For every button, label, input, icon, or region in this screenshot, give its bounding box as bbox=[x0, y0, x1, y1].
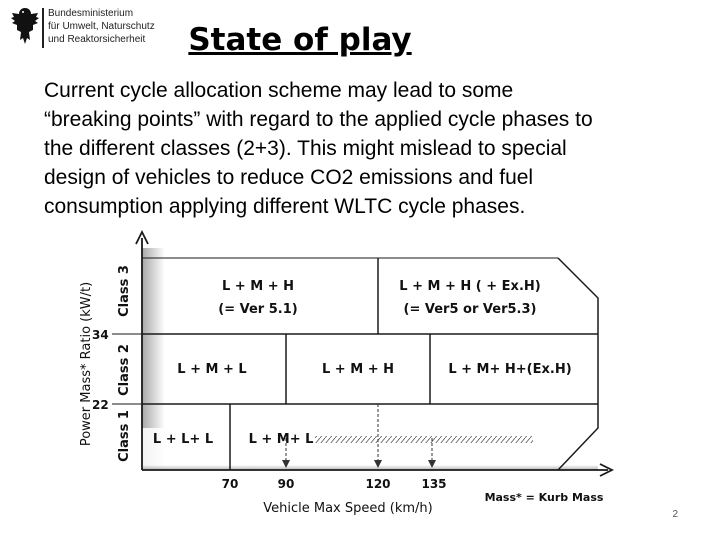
x-tick-135: 135 bbox=[421, 477, 447, 491]
class1-low-cycle: L + L+ L bbox=[152, 432, 214, 447]
mass-footnote: Mass* = Kurb Mass bbox=[484, 491, 604, 504]
class2-high-cycle: L + M+ H+(Ex.H) bbox=[448, 362, 572, 377]
x-tick-120: 120 bbox=[365, 477, 391, 491]
slide-title bbox=[0, 22, 600, 58]
class2-low-cycle: L + M + L bbox=[177, 362, 247, 377]
ministry-name-line: für Umwelt, Naturschutz bbox=[48, 21, 155, 32]
body-line: consumption applying different WLTC cycle phases. bbox=[44, 195, 526, 218]
body-paragraph bbox=[44, 76, 704, 221]
class3-right-cycle: L + M + H ( + Ex.H) bbox=[399, 279, 541, 294]
x-tick-70: 70 bbox=[221, 477, 239, 491]
y-tick-34: 34 bbox=[92, 328, 109, 342]
y-axis-label: Power Mass* Ratio (kW/t) bbox=[79, 281, 94, 447]
slide-title-text: State of play bbox=[188, 22, 412, 58]
x-axis-label: Vehicle Max Speed (km/h) bbox=[263, 501, 433, 516]
class3-right-version: (= Ver5 or Ver5.3) bbox=[403, 302, 537, 317]
class1-label: Class 1 bbox=[117, 410, 132, 462]
class1-hatched-band bbox=[315, 436, 533, 443]
y-tick-22: 22 bbox=[92, 398, 109, 412]
class1-high-cycle: L + M+ L bbox=[248, 432, 314, 447]
class3-left-version: (= Ver 5.1) bbox=[218, 302, 298, 317]
body-line: design of vehicles to reduce CO2 emissions and fuel bbox=[44, 166, 534, 189]
ministry-name-line: Bundesministerium bbox=[48, 8, 134, 19]
ministry-name-line: und Reaktorsicherheit bbox=[48, 34, 146, 45]
body-line: Current cycle allocation scheme may lead to some bbox=[44, 79, 514, 102]
body-line: the different classes (2+3). This might mislead to special bbox=[44, 137, 567, 160]
body-line: “breaking points” with regard to the applied cycle phases to bbox=[44, 108, 593, 131]
class3-left-cycle: L + M + H bbox=[222, 279, 294, 294]
class2-mid-cycle: L + M + H bbox=[322, 362, 394, 377]
class3-label: Class 3 bbox=[117, 265, 132, 317]
page-number: 2 bbox=[672, 509, 678, 520]
x-tick-90: 90 bbox=[277, 477, 295, 491]
class2-label: Class 2 bbox=[117, 344, 132, 396]
cycle-allocation-diagram bbox=[0, 228, 720, 528]
